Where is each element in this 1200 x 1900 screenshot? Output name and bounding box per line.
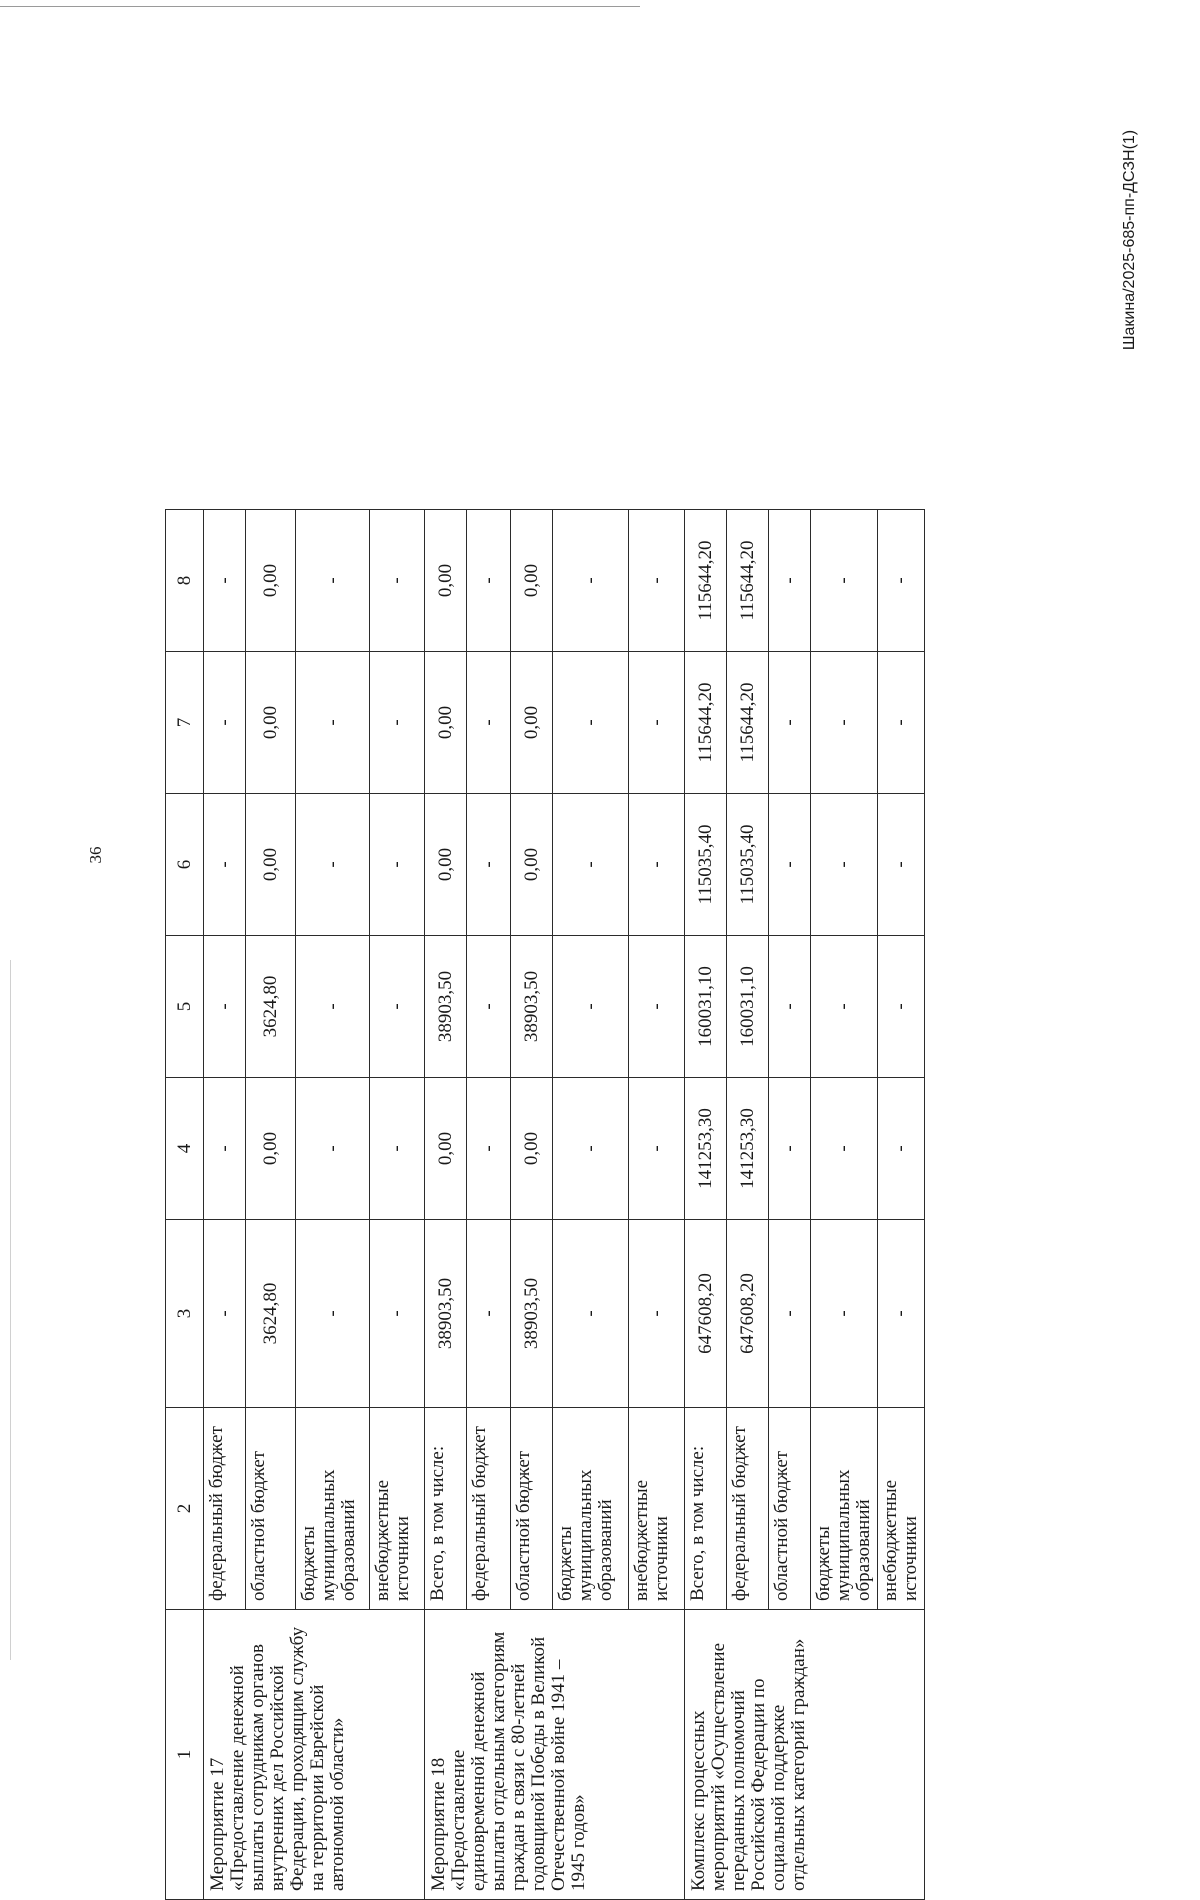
value-cell: - bbox=[553, 794, 629, 936]
value-cell: 115644,20 bbox=[685, 652, 727, 794]
value-cell: 0,00 bbox=[425, 794, 467, 936]
value-cell: - bbox=[553, 652, 629, 794]
value-cell: - bbox=[204, 652, 246, 794]
value-cell: - bbox=[296, 794, 370, 936]
value-cell: - bbox=[811, 1220, 878, 1408]
funding-source-cell: внебюджетные источники bbox=[877, 1408, 924, 1610]
funding-source-cell: федеральный бюджет bbox=[727, 1408, 769, 1610]
header-cell: 2 bbox=[166, 1408, 204, 1610]
value-cell: - bbox=[769, 652, 811, 794]
value-cell: 3624,80 bbox=[246, 1220, 296, 1408]
value-cell: - bbox=[877, 652, 924, 794]
funding-source-cell: Всего, в том числе: bbox=[425, 1408, 467, 1610]
value-cell: - bbox=[370, 652, 425, 794]
table-row bbox=[685, 510, 727, 1900]
value-cell: 0,00 bbox=[425, 652, 467, 794]
value-cell: - bbox=[204, 1078, 246, 1220]
value-cell: 0,00 bbox=[246, 510, 296, 652]
funding-source-cell: бюджеты муниципальных образований bbox=[296, 1408, 370, 1610]
funding-source-cell: областной бюджет bbox=[511, 1408, 553, 1610]
funding-source-cell: бюджеты муниципальных образований bbox=[811, 1408, 878, 1610]
document-code: Шакина/2025-685-пп-ДСЗН(1) bbox=[1121, 129, 1138, 351]
value-cell: - bbox=[296, 1220, 370, 1408]
value-cell: - bbox=[629, 652, 685, 794]
value-cell: - bbox=[877, 1078, 924, 1220]
value-cell: 38903,50 bbox=[511, 936, 553, 1078]
value-cell: 0,00 bbox=[511, 1078, 553, 1220]
funding-source-cell: Всего, в том числе: bbox=[685, 1408, 727, 1610]
header-cell: 1 bbox=[166, 1610, 204, 1900]
funding-source-cell: областной бюджет bbox=[769, 1408, 811, 1610]
funding-source-cell: внебюджетные источники bbox=[629, 1408, 685, 1610]
value-cell: - bbox=[877, 936, 924, 1078]
funding-source-cell: внебюджетные источники bbox=[370, 1408, 425, 1610]
value-cell: - bbox=[467, 652, 511, 794]
value-cell: 115035,40 bbox=[685, 794, 727, 936]
value-cell: - bbox=[629, 1220, 685, 1408]
header-cell: 7 bbox=[166, 652, 204, 794]
header-cell: 6 bbox=[166, 794, 204, 936]
value-cell: 0,00 bbox=[425, 1078, 467, 1220]
scan-edge-left bbox=[10, 960, 11, 1660]
value-cell: 160031,10 bbox=[727, 936, 769, 1078]
value-cell: - bbox=[769, 936, 811, 1078]
value-cell: 141253,30 bbox=[727, 1078, 769, 1220]
value-cell: 38903,50 bbox=[425, 936, 467, 1078]
value-cell: 115035,40 bbox=[727, 794, 769, 936]
value-cell: - bbox=[811, 510, 878, 652]
value-cell: - bbox=[877, 510, 924, 652]
value-cell: - bbox=[370, 794, 425, 936]
funding-source-cell: федеральный бюджет bbox=[467, 1408, 511, 1610]
value-cell: - bbox=[467, 794, 511, 936]
value-cell: - bbox=[370, 1078, 425, 1220]
page-number: 36 bbox=[86, 846, 105, 864]
measure-name-cell: Мероприятие 18 «Предоставление единовременной денежной выплаты отдельным категориям граждан в связи с 80-летней годовщиной Победы в Великой Отечественной войне 1941 – 1945 годов» bbox=[425, 1610, 685, 1900]
table-body bbox=[166, 510, 925, 1900]
value-cell: 141253,30 bbox=[685, 1078, 727, 1220]
value-cell: - bbox=[296, 652, 370, 794]
value-cell: 0,00 bbox=[511, 510, 553, 652]
value-cell: 0,00 bbox=[246, 1078, 296, 1220]
value-cell: 647608,20 bbox=[727, 1220, 769, 1408]
header-cell: 3 bbox=[166, 1220, 204, 1408]
value-cell: - bbox=[204, 794, 246, 936]
value-cell: - bbox=[296, 1078, 370, 1220]
value-cell: - bbox=[553, 1220, 629, 1408]
value-cell: - bbox=[204, 510, 246, 652]
value-cell: - bbox=[769, 1078, 811, 1220]
value-cell: - bbox=[553, 510, 629, 652]
header-cell: 5 bbox=[166, 936, 204, 1078]
value-cell: - bbox=[629, 1078, 685, 1220]
value-cell: - bbox=[629, 794, 685, 936]
measure-name-cell: Комплекс процессных мероприятий «Осуществление переданных полномочий Российской Федерации по социальной поддержке отдельных категорий граждан» bbox=[685, 1610, 925, 1900]
value-cell: - bbox=[296, 510, 370, 652]
value-cell: - bbox=[811, 652, 878, 794]
value-cell: - bbox=[296, 936, 370, 1078]
value-cell: 115644,20 bbox=[727, 652, 769, 794]
value-cell: - bbox=[467, 936, 511, 1078]
table-row bbox=[425, 510, 467, 1900]
table-row bbox=[204, 510, 246, 1900]
value-cell: - bbox=[370, 936, 425, 1078]
value-cell: 0,00 bbox=[511, 652, 553, 794]
rotated-page-content bbox=[165, 100, 1165, 1900]
value-cell: 160031,10 bbox=[685, 936, 727, 1078]
value-cell: - bbox=[629, 936, 685, 1078]
value-cell: 647608,20 bbox=[685, 1220, 727, 1408]
value-cell: - bbox=[370, 510, 425, 652]
value-cell: 38903,50 bbox=[425, 1220, 467, 1408]
value-cell: 0,00 bbox=[511, 794, 553, 936]
value-cell: 115644,20 bbox=[727, 510, 769, 652]
value-cell: - bbox=[877, 794, 924, 936]
value-cell: - bbox=[370, 1220, 425, 1408]
header-row bbox=[166, 510, 204, 1900]
value-cell: 0,00 bbox=[425, 510, 467, 652]
header-cell: 4 bbox=[166, 1078, 204, 1220]
value-cell: 0,00 bbox=[246, 652, 296, 794]
funding-source-cell: бюджеты муниципальных образований bbox=[553, 1408, 629, 1610]
value-cell: - bbox=[553, 936, 629, 1078]
funding-source-cell: федеральный бюджет bbox=[204, 1408, 246, 1610]
value-cell: - bbox=[467, 1078, 511, 1220]
value-cell: - bbox=[204, 936, 246, 1078]
value-cell: - bbox=[204, 1220, 246, 1408]
value-cell: - bbox=[769, 794, 811, 936]
value-cell: - bbox=[467, 510, 511, 652]
value-cell: - bbox=[811, 1078, 878, 1220]
value-cell: - bbox=[629, 510, 685, 652]
value-cell: - bbox=[811, 794, 878, 936]
value-cell: - bbox=[769, 1220, 811, 1408]
funding-source-cell: областной бюджет bbox=[246, 1408, 296, 1610]
value-cell: - bbox=[553, 1078, 629, 1220]
value-cell: 0,00 bbox=[246, 794, 296, 936]
header-cell: 8 bbox=[166, 510, 204, 652]
value-cell: 115644,20 bbox=[685, 510, 727, 652]
value-cell: - bbox=[467, 1220, 511, 1408]
value-cell: 3624,80 bbox=[246, 936, 296, 1078]
scan-edge-top bbox=[0, 6, 640, 7]
value-cell: - bbox=[769, 510, 811, 652]
measure-name-cell: Мероприятие 17 «Предоставление денежной выплаты сотрудникам органов внутренних дел Российской Федерации, проходящим службу на территории Еврейской автономной области» bbox=[204, 1610, 425, 1900]
value-cell: - bbox=[877, 1220, 924, 1408]
value-cell: 38903,50 bbox=[511, 1220, 553, 1408]
value-cell: - bbox=[811, 936, 878, 1078]
budget-table bbox=[165, 509, 925, 1900]
